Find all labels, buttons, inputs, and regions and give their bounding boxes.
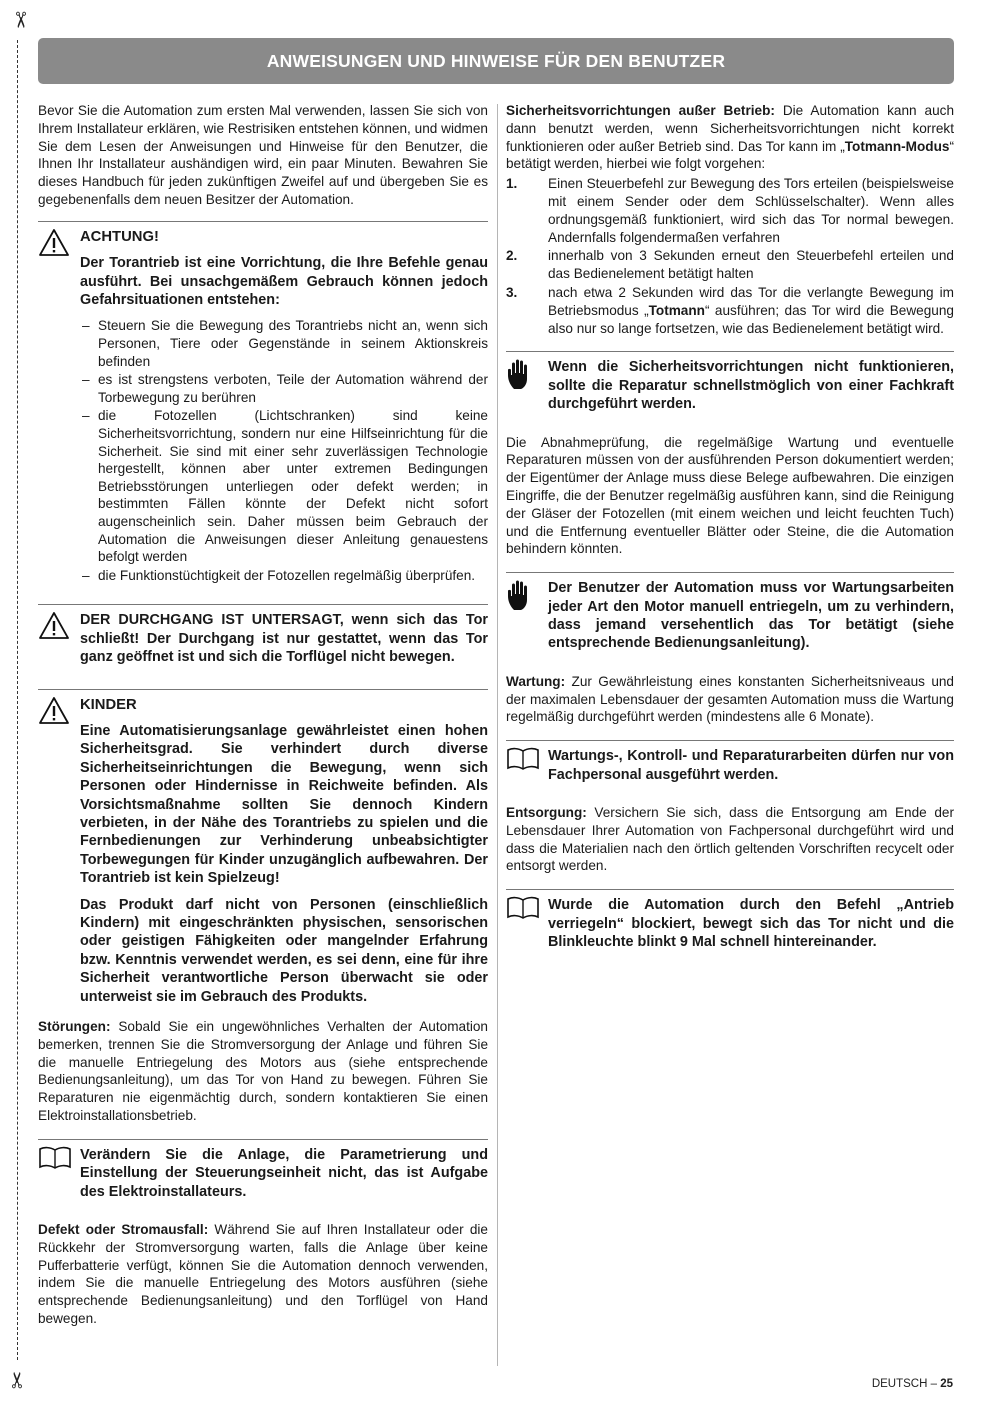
benutzer-text: Der Benutzer der Automation muss vor Wartungsarbeiten jeder Art den Motor manuell entriegeln, um zu verhindern, dass jemand versehentlich das Tor betätigt (siehe entsprechende Bedienungsanleitung).	[548, 580, 954, 652]
scissors-icon: ✂	[7, 10, 32, 30]
warning-icon	[38, 228, 80, 591]
hand-stop-icon	[506, 579, 548, 661]
column-divider	[497, 104, 498, 1366]
manual-book-icon	[506, 896, 548, 959]
fachpersonal-text: Wartungs-, Kontroll- und Reparaturarbeiten dürfen nur von Fachpersonal ausgeführt werden.	[548, 748, 954, 783]
kinder-paragraph: Eine Automatisierungsanlage gewährleistet einen hohen Sicherheitsgrad. Sie verhindert durch diverse Sicherheitseinrichtungen die Bewegung, wenn sich Personen oder Hindernisse in Reichweite befinden. Als Vorsichtsmaßnahme sollten Sie dennoch Kindern verbieten, in der Nähe des Torantriebs zu spielen und die Fernbedienungen zur Verhinderung unbeabsichtigter Torbewegungen für Kinder unzugänglich aufbewahren. Der Torantrieb ist kein Spielzeug!	[80, 722, 488, 887]
manual-book-icon	[506, 747, 548, 792]
warning-icon	[38, 611, 80, 674]
reparatur-text: Wenn die Sicherheitsvorrichtungen nicht funktionieren, sollte die Reparatur schnellstmöglich von einer Fachkraft durchgeführt werden.	[548, 359, 954, 413]
hand-stop-icon	[506, 358, 548, 421]
cut-line	[17, 40, 18, 1360]
achtung-notice	[38, 221, 488, 591]
stoerungen-paragraph: Störungen: Sobald Sie ein ungewöhnliches Verhalten der Automation bemerken, trennen Sie die Stromversorgung der Anlage und führen Sie die manuelle Entriegelung des Motors aus (siehe entsprechende Bedienungsanleitung), um das Tor von Hand zu bewegen. Führen Sie Reparaturen nie eigenmächtig durch, sondern kontaktieren Sie einen Elektroinstallationsbetrieb.	[38, 1019, 488, 1124]
warning-icon	[38, 696, 80, 1007]
list-item: – es ist strengstens verboten, Teile der Automation während der Torbewegung zu berühren	[80, 371, 488, 406]
defekt-paragraph: Defekt oder Stromausfall: Während Sie auf Ihren Installateur oder die Rückkehr der Stromversorgung warten, falls die Anlage über keine Pufferbatterie verfügt, können Sie die Automation dennoch verwenden, indem Sie die manuelle Entriegelung des Motors ausführen (siehe entsprechende Bedienungsanleitung) und den Torflügel von Hand bewegen.	[38, 1222, 488, 1327]
reparatur-notice	[506, 351, 954, 421]
page-title: ANWEISUNGEN UND HINWEISE FÜR DEN BENUTZER	[266, 50, 726, 71]
sicherheit-paragraph: Sicherheitsvorrichtungen außer Betrieb: Die Automation kann auch dann benutzt werden, wenn Sicherheitsvorrichtungen nicht korrekt funktionieren oder außer Betrieb sind. Das Tor kann im „Totmann-Modus“ betätigt werden, hierbei wie folgt vorgehen:	[506, 103, 955, 172]
durchgang-text: DER DURCHGANG IST UNTERSAGT, wenn sich das Tor schließt! Der Durchgang ist nur gestattet, wenn das Tor ganz geöffnet ist und sich die Torflügel nicht bewegen.	[80, 612, 488, 666]
page-number: 25	[940, 1378, 953, 1390]
stoerungen-label: Störungen:	[38, 1019, 111, 1035]
verriegeln-notice	[506, 889, 954, 959]
defekt-label: Defekt oder Stromausfall:	[38, 1222, 209, 1238]
fachpersonal-notice	[506, 740, 954, 792]
veraendern-text: Verändern Sie die Anlage, die Parametrierung und Einstellung der Steuerungseinheit nicht, das ist Aufgabe des Elektroinstallateurs.	[80, 1146, 488, 1200]
intro-paragraph: Bevor Sie die Automation zum ersten Mal verwenden, lassen Sie sich von Ihrem Installateur erklären, wie Restrisiken entstehen können, und widmen Sie dem Lesen der Anweisungen und Hinweise für den Benutzer, die Ihnen Ihr Installateur aushändigen wird, ein paar Minuten. Bewahren Sie dieses Handbuch für jeden zukünftigen Zweifel auf und übergeben Sie es gegebenenfalls dem neuen Besitzer der Automation.	[38, 103, 488, 207]
footer-language: DEUTSCH –	[871, 1378, 941, 1390]
abnahme-paragraph: Die Abnahmeprüfung, die regelmäßige Wartung und eventuelle Reparaturen müssen von der ausführenden Person dokumentiert werden; der Eigentümer der Anlage muss diese Belege aufbewahren. Die einzigen Eingriffe, die der Benutzer regelmäßig ausführen kann, sind die Reinigung der Gläser der Fotozellen (mit einem weichen und leicht feuchten Tuch) und die Entfernung eventueller Blätter oder Steine, die die Automation behindern könnten.	[506, 434, 954, 557]
steps-list	[506, 175, 954, 337]
list-item: 2. innerhalb von 3 Sekunden erneut den Steuerbefehl erteilen und das Bedienelement betätigt halten	[506, 248, 954, 282]
achtung-lead: Der Torantrieb ist eine Vorrichtung, die Ihre Befehle genau ausführt. Bei unsachgemäßem Gebrauch können jedoch Gefahrsituationen entstehen:	[80, 255, 488, 308]
entsorgung-paragraph: Entsorgung: Versichern Sie sich, dass die Entsorgung am Ende der Lebensdauer Ihrer Automation von Fachpersonal durchgeführt wird und dass die Materialien nach den örtlich geltenden Vorschriften recycelt oder entsorgt werden.	[506, 804, 954, 874]
page-footer	[872, 1378, 953, 1390]
list-item: 3. nach etwa 2 Sekunden wird das Tor die verlangte Bewegung im Betriebsmodus „Totmann“ ausführen; das Tor wird die Bewegung also nur so lange fortsetzen, wie das Bedienelement betätigt wird.	[506, 284, 954, 336]
section-header	[38, 38, 954, 84]
kinder-paragraph: Das Produkt darf nicht von Personen (einschließlich Kindern) mit eingeschränkten physischen, sensorischen oder geistigen Fähigkeiten oder mangelnder Erfahrung bzw. Kenntnis verwendet werden, es sei denn, eine für ihre Sicherheit verantwortliche Person überwacht sie oder unterweist sie im Gebrauch des Produkts.	[80, 896, 488, 1005]
kinder-title: KINDER	[80, 696, 137, 713]
kinder-notice	[38, 689, 488, 1007]
achtung-title: ACHTUNG!	[80, 228, 159, 245]
verriegeln-text: Wurde die Automation durch den Befehl „Antrieb verriegeln“ blockiert, bewegt sich das Tor nicht und die Blinkleuchte blinkt 9 Mal schnell hintereinander.	[548, 897, 954, 950]
list-item: – Steuern Sie die Bewegung des Torantriebs nicht an, wenn sich Personen, Tiere oder Gegenstände in seinem Aktionskreis befinden	[80, 317, 488, 370]
scissors-icon: ✂	[6, 1370, 31, 1390]
list-item: 1. Einen Steuerbefehl zur Bewegung des Tors erteilen (beispielsweise mit einem Sender oder dem Schlüsselschalter). Wenn alles ordnungsgemäß funktioniert, wird sich das Tor normal bewegen. Andernfalls folgendermaßen verfahren	[506, 176, 954, 245]
durchgang-notice	[38, 604, 488, 674]
list-item: – die Fotozellen (Lichtschranken) sind keine Sicherheitsvorrichtung, sondern nur eine Hilfseinrichtung für die Sicherheit. Sie sind mit einer sehr zuverlässigen Technologie hergestellt, können aber unter extremen Bedingungen Betriebsstörungen unterliegen oder defekt werden; in bestimmten Fällen könnte der Defekt nicht sofort augenscheinlich sein. Daher müssen beim Gebrauch der Automation die Anweisungen dieser Anleitung genauestens befolgt werden	[80, 407, 488, 565]
manual-book-icon	[38, 1146, 80, 1209]
right-column	[506, 102, 954, 971]
veraendern-notice	[38, 1139, 488, 1209]
list-item: – die Funktionstüchtigkeit der Fotozellen regelmäßig überprüfen.	[80, 567, 488, 585]
achtung-list	[80, 317, 488, 584]
wartung-paragraph: Wartung: Zur Gewährleistung eines konstanten Sicherheitsniveaus und der maximalen Lebensdauer der gesamten Automation muss die Wartung regelmäßig durchgeführt werden (mindestens alle 6 Monate).	[506, 673, 954, 725]
left-column	[38, 102, 488, 1337]
benutzer-notice	[506, 572, 954, 661]
